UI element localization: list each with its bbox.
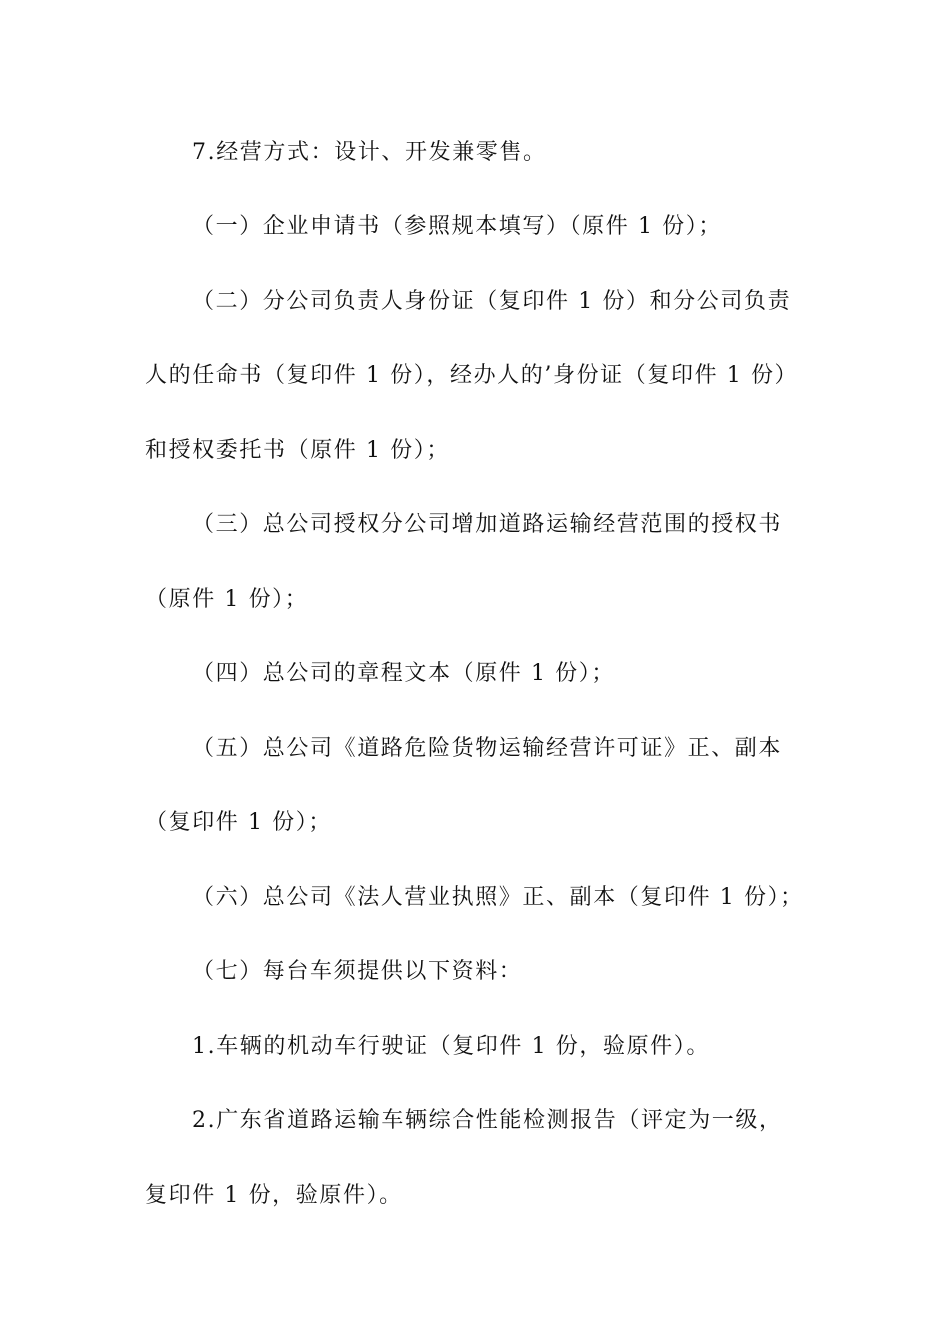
item-1-application: （一）企业申请书（参照规本填写）（原件 1 份）； [192,214,722,239]
vehicle-item-1: 1.车辆的机动车行驶证（复印件 1 份，验原件）。 [192,1034,710,1059]
item-3-authorization-line-2: （原件 1 份）； [145,587,309,612]
item-2-id-card-line-1: （二）分公司负责人身份证（复印件 1 份）和分公司负责 [192,289,792,314]
item-4-articles: （四）总公司的章程文本（原件 1 份）； [192,661,615,686]
item-2-id-card-line-2: 人的任命书（复印件 1 份），经办人的’身份证（复印件 1 份） [145,363,799,388]
item-7-vehicle-materials: （七）每台车须提供以下资料： [192,959,523,984]
item-3-authorization-line-1: （三）总公司授权分公司增加道路运输经营范围的授权书 [192,512,783,537]
vehicle-item-2-line-2: 复印件 1 份，验原件）。 [145,1183,403,1208]
item-5-permit-line-1: （五）总公司《道路危险货物运输经营许可证》正、副本 [192,736,783,761]
item-5-permit-line-2: （复印件 1 份）； [145,810,332,835]
item-2-id-card-line-3: 和授权委托书（原件 1 份）； [145,438,450,463]
vehicle-item-2-line-1: 2.广东省道路运输车辆综合性能检测报告（评定为一级， [192,1108,783,1133]
paragraph-business-mode: 7.经营方式：设计、开发兼零售。 [192,140,547,165]
item-6-business-license: （六）总公司《法人营业执照》正、副本（复印件 1 份）； [192,885,804,910]
